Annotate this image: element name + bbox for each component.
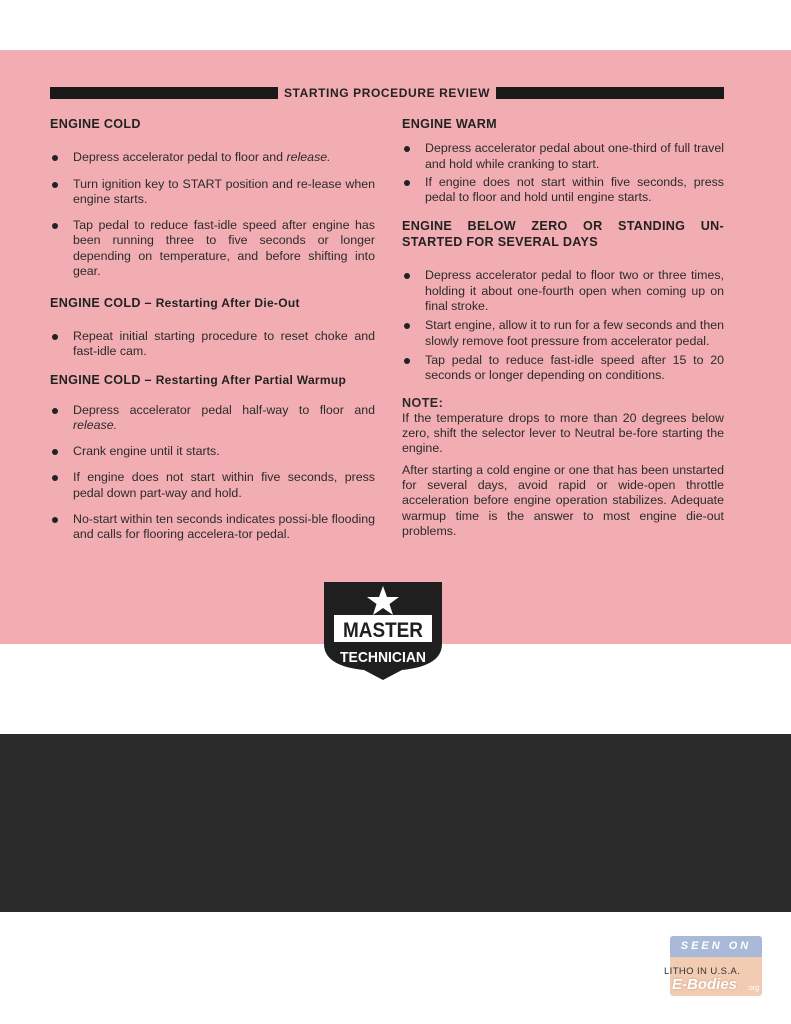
watermark-tld: .org xyxy=(746,985,759,992)
heading-text: ENGINE COLD – xyxy=(50,296,152,311)
litho-credit: LITHO IN U.S.A. xyxy=(664,966,741,977)
item-text: Depress accelerator pedal to floor two or three times, holding it about one-fourth open when coming up on final stroke. xyxy=(425,268,724,314)
item-text: Tap pedal to reduce fast-idle speed after 15 to 20 seconds or longer depending on conditions. xyxy=(425,352,724,383)
item-text: Tap pedal to reduce fast-idle speed after engine has been running three to five seconds or longer depending on temperature, and before shifting into gear. xyxy=(73,218,375,279)
dark-band xyxy=(0,734,791,912)
heading-text: ENGINE COLD – xyxy=(50,373,152,388)
list-item xyxy=(402,268,724,314)
list-item xyxy=(50,329,375,360)
master-technician-badge xyxy=(322,580,444,682)
header-bar-left xyxy=(50,87,278,99)
item-text: No-start within ten seconds indicates possi-ble flooding and calls for flooring accelera-tor pedal. xyxy=(73,512,375,542)
note-heading: NOTE: xyxy=(402,395,444,410)
list-item xyxy=(50,150,375,165)
list-item xyxy=(402,175,724,206)
engine-below-zero-list xyxy=(402,268,724,383)
badge-line-1: MASTER xyxy=(343,619,423,642)
item-emphasis: release. xyxy=(286,150,331,165)
engine-warm-heading: ENGINE WARM xyxy=(402,117,497,131)
list-item xyxy=(50,470,375,501)
item-text: If engine does not start within five seconds, press pedal down part-way and hold. xyxy=(73,470,375,500)
engine-cold-warmup-heading xyxy=(50,373,375,388)
engine-cold-dieout-heading xyxy=(50,296,375,311)
engine-cold-dieout-list xyxy=(50,329,375,360)
note-paragraph: If the temperature drops to more than 20 degrees below zero, shift the selector lever to Neutral be-fore starting the engine. xyxy=(402,410,724,456)
engine-cold-warmup-list xyxy=(50,403,375,543)
engine-cold-heading xyxy=(50,117,375,132)
watermark-seen-on: SEEN ON xyxy=(670,936,762,957)
item-text: Start engine, allow it to run for a few seconds and then slowly remove foot pressure from accelerator pedal. xyxy=(425,318,724,348)
item-text: Depress accelerator pedal half-way to floor and xyxy=(73,402,375,417)
item-text: Depress accelerator pedal about one-third of full travel and hold while cranking to start. xyxy=(425,141,724,171)
engine-warm-list xyxy=(402,141,724,205)
header-bar-right xyxy=(496,87,724,99)
left-column xyxy=(50,117,375,543)
heading-subtext: Restarting After Die-Out xyxy=(155,296,300,311)
item-text: Repeat initial starting procedure to reset choke and fast-idle cam. xyxy=(73,328,375,358)
item-text: Crank engine until it starts. xyxy=(73,444,220,459)
list-item xyxy=(402,318,724,349)
list-item xyxy=(50,444,375,459)
item-text: Depress accelerator pedal to floor and xyxy=(73,150,287,165)
header-title: STARTING PROCEDURE REVIEW xyxy=(283,86,491,100)
section-header xyxy=(50,86,724,100)
watermark-site: E-Bodies xyxy=(672,976,738,993)
item-text: If engine does not start within five seconds, press pedal to floor and hold until engine starts. xyxy=(425,174,724,205)
badge-line-2: TECHNICIAN xyxy=(340,649,426,666)
list-item xyxy=(50,218,375,279)
list-item xyxy=(50,403,375,434)
item-text: Turn ignition key to START position and re-lease when engine starts. xyxy=(73,176,375,206)
list-item xyxy=(50,177,375,208)
note-paragraph: After starting a cold engine or one that has been unstarted for several days, avoid rapid or wide-open throttle acceleration before engine operation stabilizes. Adequate warmup time is the answer to most engine die-out problems. xyxy=(402,462,724,538)
list-item xyxy=(402,353,724,384)
engine-cold-list xyxy=(50,150,375,279)
heading-text: ENGINE COLD xyxy=(50,117,141,131)
list-item xyxy=(402,141,724,172)
heading-subtext: Restarting After Partial Warmup xyxy=(155,373,347,388)
list-item xyxy=(50,512,375,543)
right-column xyxy=(402,117,724,539)
item-emphasis: release. xyxy=(73,417,118,432)
engine-below-zero-heading: ENGINE BELOW ZERO OR STANDING UN-STARTED FOR SEVERAL DAYS xyxy=(402,219,724,250)
